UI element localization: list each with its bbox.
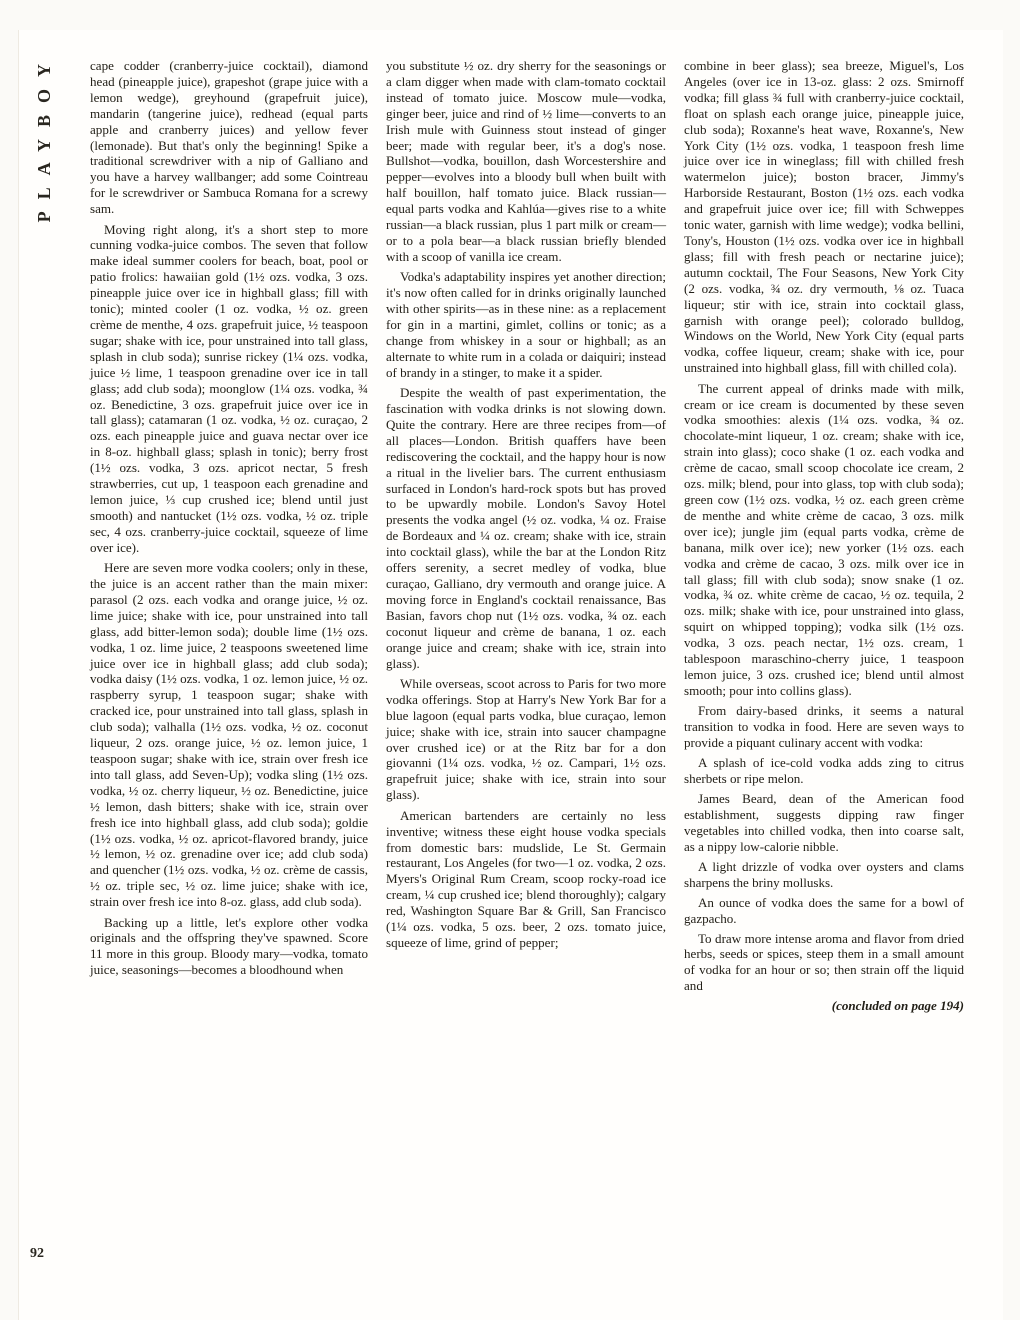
paragraph: A splash of ice-cold vodka adds zing to citrus sherbets or ripe melon.: [684, 755, 964, 787]
paragraph: Despite the wealth of past experimentation, the fascination with vodka drinks is not slowing down. Quite the contrary. Here are three recipes from—of all places—London. British quaffers have been rediscovering the cocktail, and the happy hour is now a ritual in the livelier bars. The current enthusiasm surfaced in London's hard-rock spots but has proved to be upwardly mobile. London's Savoy Hotel presents the vodka angel (½ oz. vodka, ¼ oz. Fraise de Bordeaux and ¼ oz. cream; shake with ice, strain into cocktail glass), while the bar at the London Ritz offers serenity, a secret medley of vodka, blue curaçao, Galliano, dry vermouth and orange juice. A moving force in England's cocktail renaissance, Bas Basian, favors chop nut (1½ ozs. vodka, ¾ oz. each coconut liqueur and crème de banana, 1 oz. each orange juice and cream; shake with ice, strain into glass).: [386, 385, 666, 671]
paragraph: Moving right along, it's a short step to more cunning vodka-juice combos. The seven that follow make ideal summer coolers for beach, boat, pool or patio frolics: hawaiian gold (1½ ozs. vodka, 3 ozs. pineapple juice over ice in highball glass; fill with tonic); minted cooler (1 oz. vodka, ½ oz. green crème de menthe, 4 ozs. grapefruit juice, ½ teaspoon sugar; shake with ice, pour unstrained into tall glass, splash in club soda); sunrise rickey (1¼ ozs. vodka, juice ½ lime, 1 teaspoon grenadine over ice in tall glass; add club soda); moonglow (1¼ ozs. vodka, ¾ oz. Benedictine, 3 ozs. grapefruit juice over ice in tall glass); catamaran (1 oz. vodka, ½ oz. curaçao, 2 ozs. each pineapple juice and guava nectar over ice in 8-oz. highball glass; splash in tonic); berry frost (1½ ozs. vodka, 3 ozs. apricot nectar, 5 fresh strawberries, cut up, 1 teaspoon each grenadine and lemon juice, ⅓ cup crushed ice; blend until just smooth) and nantucket (1½ ozs. vodka, ½ oz. triple sec, 4 ozs. cranberry-juice cocktail, squeeze of lime over ice).: [90, 221, 368, 555]
paragraph: While overseas, scoot across to Paris for two more vodka offerings. Stop at Harry's New York Bar for a blue lagoon (equal parts vodka, blue curaçao, lemon juice; shake with ice, strain into saucer champagne over crushed ice) or at the Ritz bar for a don giovanni (1¼ ozs. vodka, ½ oz. Campari, 1½ ozs. grapefruit juice; shake with ice, strain into sour glass).: [386, 675, 666, 803]
paragraph: you substitute ½ oz. dry sherry for the seasonings or a clam digger when made with clam-tomato cocktail instead of tomato juice. Moscow mule—vodka, ginger beer, juice and rind of ½ lime—converts to an Irish mule with Guinness stout instead of ginger beer; made with regular beer, it's a dog's nose. Bullshot—vodka, bouillon, dash Worcestershire and pepper—evolves into a bloody bull when built with half bouillon, half tomato juice. Black russian—equal parts vodka and Kahlúa—gives rise to a white russian—a black russian, plus 1 part milk or cream—or to a pola bear—a black russian briefly blended with a scoop of vanilla ice cream.: [386, 58, 666, 264]
text-column-2: [386, 58, 666, 1298]
text-column-3: [684, 58, 964, 1298]
paragraph: An ounce of vodka does the same for a bowl of gazpacho.: [684, 894, 964, 926]
text-column-1: [90, 58, 368, 1298]
page-number: 92: [30, 1246, 44, 1261]
paragraph: Here are seven more vodka coolers; only in these, the juice is an accent rather than the main mixer: parasol (2 ozs. each vodka and orange juice, ½ oz. lime juice; shake with ice, pour unstrained into tall glass, add bitter-lemon soda); double lime (1½ ozs. vodka, 1 oz. lime juice, 2 teaspoons sweetened lime juice over ice in highball glass; add club soda); vodka daisy (1½ ozs. vodka, 1 oz. lemon juice, ½ oz. raspberry syrup, 1 teaspoon sugar; shake with cracked ice, pour unstrained into tall glass, splash in club soda); valhalla (1½ ozs. vodka, ½ oz. coconut liqueur, 2 ozs. orange juice, ½ oz. lemon juice, 1 teaspoon sugar; shake with ice, strain over fresh ice into tall glass, add Seven-Up); vodka sling (1½ ozs. vodka, ½ oz. cherry liqueur, ½ oz. Benedictine, juice ½ lemon, dash bitters; shake with ice, strain over fresh ice into highball glass, add club soda); goldie (1½ ozs. vodka, ½ oz. apricot-flavored brandy, juice ½ lemon, ½ oz. grenadine over ice; add club soda) and quencher (1½ ozs. vodka, ½ oz. crème de cassis, ½ oz. triple sec, ½ oz. lime juice; shake with ice, strain over fresh ice into 8-oz. glass, add club soda).: [90, 560, 368, 910]
continuation-note: (concluded on page 194): [831, 998, 964, 1014]
paragraph: The current appeal of drinks made with milk, cream or ice cream is documented by these seven vodka smoothies: alexis (1¼ ozs. vodka, ¾ oz. chocolate-mint liqueur, 1 oz. cream; shake with ice, strain into glass); coco shake (1 oz. each vodka and crème de cacao, small scoop chocolate ice cream, 2 ozs. milk; blend, pour into glass, top with club soda); green cow (1½ ozs. vodka, ½ oz. each green crème de menthe and white crème de cacao, 3 ozs. milk over ice); jungle jim (equal parts vodka, crème de banana, milk over ice); new yorker (1½ ozs. each vodka and crème de cacao, 3 ozs. milk over ice in tall glass; fill with club soda); snow snake (1 oz. vodka, ¾ oz. white crème de cacao, ½ oz. tequila, 2 ozs. milk; shake with ice, pour unstrained into glass, squirt on whipped topping); vodka silk (1½ ozs. vodka, 3 ozs. peach nectar, 1½ ozs. cream, 1 tablespoon maraschino-cherry juice, 1 teaspoon lemon juice, 3 ozs. crushed ice; blend until almost smooth; pour into collins glass).: [684, 380, 964, 698]
paragraph: To draw more intense aroma and flavor from dried herbs, seeds or spices, steep them in a small amount of vodka for an hour or so; then strain off the liquid and: [684, 930, 964, 994]
magazine-masthead: PLAYBOY: [34, 52, 54, 223]
paragraph: Backing up a little, let's explore other vodka originals and the offspring they've spawned. Score 11 more in this group. Bloody mary—vodka, tomato juice, seasonings—becomes a bloodhound when: [90, 914, 368, 978]
paragraph: A light drizzle of vodka over oysters and clams sharpens the briny mollusks.: [684, 858, 964, 890]
paragraph: American bartenders are certainly no less inventive; witness these eight house vodka specials from domestic bars: mudslide, Le St. Germain restaurant, Los Angeles (for two—1 oz. vodka, 2 ozs. Myers's Original Rum Cream, scoop rocky-road ice cream, ¼ cup crushed ice; blend thoroughly); calgary red, Washington Square Bar & Grill, San Francisco (1¼ ozs. vodka, 5 ozs. beer, 2 ozs. tomato juice, squeeze of lime, grind of pepper;: [386, 807, 666, 950]
paragraph: combine in beer glass); sea breeze, Miguel's, Los Angeles (over ice in 13-oz. glass: 2 ozs. Smirnoff vodka; fill glass ¾ full with cranberry-juice cocktail, float on splash each orange juice, pineapple juice, club soda); Roxanne's heat wave, Roxanne's, New York City (1½ ozs. vodka, 1 teaspoon fresh lime juice over ice in wineglass; fill with chilled fresh watermelon juice); boston bracer, Jimmy's Harborside Restaurant, Boston (1½ ozs. each vodka and grapefruit juice over ice; fill with Schweppes tonic water, garnish with lime wedge); vodka bellini, Tony's, Houston (1½ ozs. vodka over ice in highball glass; fill with fresh peach or nectarine juice); autumn cocktail, The Four Seasons, New York City (2 ozs. vodka, ¾ oz. dry vermouth, ⅛ oz. Tuaca liqueur; stir with ice, strain into cocktail glass, garnish with orange peel); colorado bulldog, Windows on the World, New York City (equal parts vodka, coffee liqueur, cream; shake with ice, pour unstrained into highball glass, fill with chilled cola).: [684, 58, 964, 376]
paragraph: cape codder (cranberry-juice cocktail), diamond head (pineapple juice), grapeshot (grape juice with a lemon wedge), greyhound (grapefruit juice), mandarin (tangerine juice), redhead (equal parts apple and cranberry juices) and yellow fever (lemonade). But that's only the beginning! Spike a traditional screwdriver with a nip of Galliano and you have a harvey wallbanger; add some Cointreau for le screwdriver or Sambuca Romana for a screwy sam.: [90, 58, 368, 217]
paragraph: James Beard, dean of the American food establishment, suggests dipping raw finger vegetables into chilled vodka, then into coarse salt, as a nippy low-calorie nibble.: [684, 791, 964, 854]
paragraph: Vodka's adaptability inspires yet another direction; it's now often called for in drinks originally launched with other spirits—as in these nine: as a replacement for gin in a martini, gimlet, collins or tonic; as a change from whiskey in a sour or highball; as an alternate to white rum in a colada or daiquiri; instead of brandy in a stinger, to make it a spider.: [386, 269, 666, 380]
paragraph: From dairy-based drinks, it seems a natural transition to vodka in food. Here are seven ways to provide a piquant culinary accent with vodka:: [684, 703, 964, 751]
